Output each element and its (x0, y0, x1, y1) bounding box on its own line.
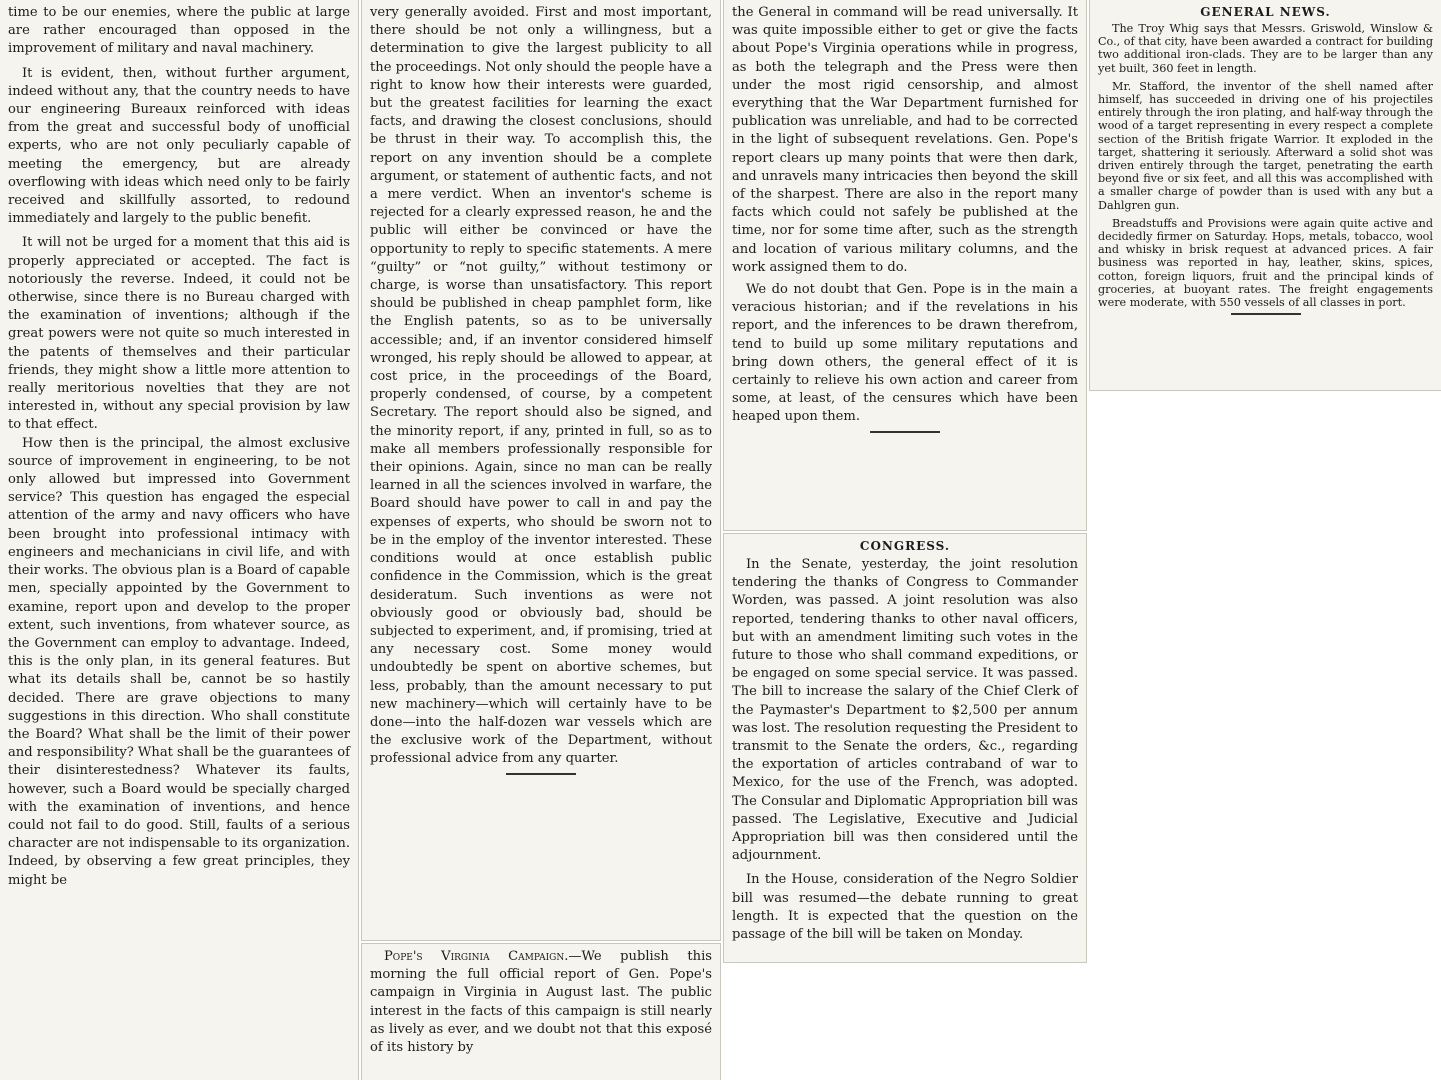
general-news-paragraph-1: The Troy Whig says that Messrs. Griswold, Winslow & Co., of that city, have been awarded a contract for building two additional iron-clads. They are to be larger than any yet built, 360 feet in length. (1098, 22, 1433, 75)
column-3-paragraph-1: the General in command will be read universally. It was quite impossible either to get or give the facts about Pope's Virginia operations while in progress, as both the telegraph and the Press were then under the most rigid censorship, and almost everything that the War Department furnished for publication was unreliable, and had to be corrected in the light of subsequent revelations. Gen. Pope's report clears up many points that were then dark, and unravels many intricacies then beyond the skill of the sharpest. There are also in the report many facts which could not safely be published at the time, nor for some time after, such as the strength and location of various military columns, and the work assigned them to do. (732, 5, 1078, 275)
congress-paragraph-1: In the Senate, yesterday, the joint resolution tendering the thanks of Congress to Commander Worden, was passed. A joint resolution was also reported, tendering thanks to other naval officers, but with an amendment limiting such votes in the future to those who shall command expeditions, or be engaged on some special service. It was passed. The bill to increase the salary of the Chief Clerk of the Paymaster's Department to $2,500 per annum was lost. The resolution requesting the President to transmit to the Senate the orders, &c., regarding the exportation of articles contraband of war to Mexico, for the use of the French, was adopted. The Consular and Diplomatic Appropriation bill was passed. The Legislative, Executive and Judicial Appropriation bill was then considered until the adjournment. (732, 557, 1078, 864)
congress-article (724, 534, 1086, 962)
column-1-paragraph-1: time to be our enemies, where the public at large are rather encouraged than opposed in the improvement of military and naval machinery. (8, 5, 350, 57)
column-1-paragraph-4: How then is the principal, the almost exclusive source of improvement in engineering, to be not only allowed but impressed into Government service? This question has engaged the especial attention of the army and navy officers who have been brought into professional intimacy with engineers and mechanicians in civil life, and with their works. The obvious plan is a Board of capable men, specially appointed by the Government to examine, report upon and develop to the proper extent, such inventions, from whatever source, as the Government can employ to advantage. Indeed, this is the only plan, in its general features. But what its details shall be, cannot be so hastily decided. There are grave objections to many suggestions in this direction. Who shall constitute the Board? What shall be the limit of their power and responsibility? What shall be the guarantees of their disinterestedness? Whatever its faults, however, such a Board would be specially charged with the examination of inventions, and hence could not fail to do good. Still, faults of a serious character are not indispensable to its organization. Indeed, by observing a few great principles, they might be (8, 435, 350, 888)
section-rule (506, 773, 576, 775)
popes-campaign-lead: Pope's Virginia Campaign. (384, 949, 569, 964)
section-rule (870, 431, 940, 433)
general-news-paragraph-2: Mr. Stafford, the inventor of the shell named after himself, has succeeded in driving one of his projectiles entirely through the iron plating, and half-way through the wood of a target representing in every respect a complete section of the British frigate Warrior. It exploded in the target, shattering it seriously. Afterward a solid shot was driven entirely through the target, penetrating the earth beyond five or six feet, and all this was accomplished with a smaller charge of powder than is used with any but a Dahlgren gun. (1098, 79, 1433, 212)
congress-paragraph-2: In the House, consideration of the Negro Soldier bill was resumed—the debate running to great length. It is expected that the question on the passage of the bill will be taken on Monday. (732, 872, 1078, 943)
column-2-article (362, 0, 720, 940)
column-3-article (724, 0, 1086, 530)
column-1-article (0, 0, 358, 1080)
general-news-heading: GENERAL NEWS. (1200, 5, 1331, 19)
column-2-paragraph-1: very generally avoided. First and most important, there should be not only a willingness, but a determination to give the largest publicity to all the proceedings. Not only should the people have a right to know how their interests were guarded, but the greatest facilities for learning the exact facts, and drawing the closest conclusions, should be thrust in their way. To accomplish this, the report on any invention should be a complete argument, or statement of authentic facts, and not a mere verdict. When an inventor's scheme is rejected for a clearly expressed reason, he and the public will either be convinced or have the opportunity to reply to specific statements. A mere “guilty” or “not guilty,” without testimony or charge, is worse than unsatisfactory. This report should be published in cheap pamphlet form, like the English patents, so as to be universally accessible; and, if an inventor considered himself wronged, his reply should be allowed to appear, at cost price, in the proceedings of the Board, properly condensed, of course, by a competent Secretary. The report should also be signed, and the minority report, if any, printed in full, so as to make all members professionally responsible for their opinions. Again, since no man can be really learned in all the sciences involved in warfare, the Board should have power to call in and pay the expenses of experts, who should be sworn not to be in the employ of the inventor interested. These conditions would at once establish public confidence in the Commission, which is the great desideratum. Such inventions as were not obviously good or obviously bad, should be subjected to experiment, and, if promising, tried at any necessary cost. Some money would undoubtedly be spent on abortive schemes, but less, probably, than the amount necessary to put new machinery—which will certainly have to be done—into the half-dozen war vessels which are the exclusive work of the Department, without professional advice from any quarter. (370, 5, 712, 767)
popes-campaign-article (362, 944, 720, 1080)
popes-campaign-paragraph (370, 948, 712, 1057)
column-1-paragraph-3: It will not be urged for a moment that this aid is properly appreciated or accepted. The fact is notoriously the reverse. Indeed, it could not be otherwise, since there is no Bureau charged with the examination of inventions; although if the great powers were not quite so much interested in the patents of themselves and their particular friends, they might show a little more attention to really meritorious novelties that they are not interested in, without any special provision by law to that effect. (8, 235, 350, 433)
general-news-article (1090, 0, 1441, 390)
column-1-paragraph-2: It is evident, then, without further argument, indeed without any, that the country needs to have our engineering Bureaux reinforced with ideas from the great and successful body of unofficial experts, who are not only peculiarly capable of meeting the emergency, but are already overflowing with ideas which need only to be fairly received and skillfully assorted, to redound immediately and largely to the public benefit. (8, 65, 350, 227)
popes-campaign-text: —We publish this morning the full official report of Gen. Pope's campaign in Virginia in August last. The public interest in the facts of this campaign is still nearly as lively as ever, and we doubt not that this exposé of its history by (370, 949, 712, 1056)
general-news-paragraph-3: Breadstuffs and Provisions were again quite active and decidedly firmer on Saturday. Hops, metals, tobacco, wool and whisky in brisk request at advanced prices. A fair business was reported in hay, leather, skins, spices, cotton, foreign liquors, fruit and the principal kinds of groceries, at buoyant rates. The freight engagements were moderate, with 550 vessels of all classes in port. (1098, 216, 1433, 310)
column-3-paragraph-2: We do not doubt that Gen. Pope is in the main a veracious historian; and if the revelations in his report, and the inferences to be drawn therefrom, tend to build up some military reputations and bring down others, the general effect of it is certainly to relieve his own action and career from some, at least, of the censures which have been heaped upon them. (732, 282, 1078, 425)
section-rule (1231, 313, 1301, 315)
congress-heading: CONGRESS. (859, 539, 951, 553)
